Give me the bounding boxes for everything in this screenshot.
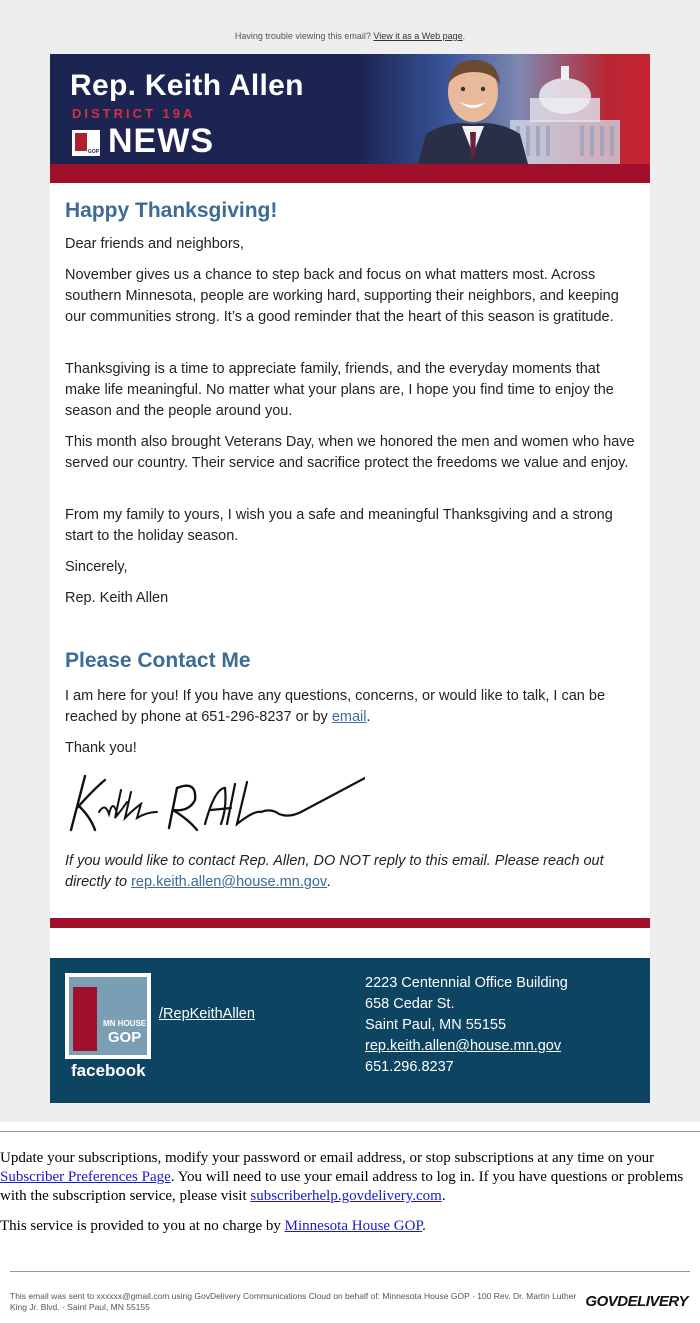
- address-line-1: 2223 Centennial Office Building: [365, 975, 568, 991]
- banner-title: Rep. Keith Allen: [70, 69, 304, 102]
- office-address: [365, 973, 568, 1078]
- email-body: [50, 183, 650, 918]
- facebook-handle-link[interactable]: /RepKeithAllen: [159, 1006, 255, 1022]
- address-line-2: 658 Cedar St.: [365, 996, 455, 1012]
- footer-email-link[interactable]: rep.keith.allen@house.mn.gov: [365, 1038, 562, 1054]
- mn-house-gop-logo: MN HOUSE GOP: [103, 1019, 147, 1046]
- service-notice: This service is provided to you at no charge by Minnesota House GOP.: [0, 1218, 426, 1234]
- address-line-3: Saint Paul, MN 55155: [365, 1017, 507, 1033]
- mn-house-gop-link[interactable]: Minnesota House GOP: [284, 1218, 423, 1234]
- footer-phone: 651.296.8237: [365, 1059, 454, 1075]
- facebook-logo-link[interactable]: [65, 973, 151, 1059]
- representative-photo: [418, 54, 528, 164]
- handwritten-signature: [65, 768, 365, 838]
- subscriber-help-link[interactable]: subscriberhelp.govdelivery.com: [250, 1188, 442, 1204]
- content-divider: [50, 918, 650, 928]
- paragraph-family: From my family to yours, I wish you a safe and meaningful Thanksgiving and a strong start to the holiday season.: [65, 507, 613, 544]
- view-web-page-link[interactable]: View it as a Web page: [373, 31, 463, 41]
- mn-house-gop-logo: GOP: [72, 130, 100, 156]
- divider: [0, 1131, 700, 1132]
- preheader: Having trouble viewing this email? View it as a Web page.: [234, 31, 466, 41]
- preheader-text: Having trouble viewing this email?: [234, 31, 371, 41]
- spacer: [50, 928, 650, 958]
- subscriber-preferences-link[interactable]: Subscriber Preferences Page: [0, 1169, 171, 1185]
- paragraph-veterans: This month also brought Veterans Day, when we honored the men and women who have served our country. Their service and sacrifice protect the freedoms we value and enjoy.: [65, 434, 635, 471]
- district-label: DISTRICT 19A: [72, 106, 196, 121]
- greeting: Dear friends and neighbors,: [65, 236, 244, 252]
- news-label: NEWS: [108, 122, 214, 160]
- govdelivery-logo: GOVDELIVERY: [585, 1293, 688, 1310]
- do-not-reply-notice: If you would like to contact Rep. Allen, DO NOT reply to this email. Please reach out directly to rep.keith.allen@house.mn.gov.: [65, 853, 604, 890]
- email-link[interactable]: email: [331, 709, 367, 725]
- contact-heading: Please Contact Me: [65, 649, 251, 672]
- minnesota-shape-icon: [75, 133, 87, 151]
- divider: [10, 1271, 690, 1272]
- facebook-icon[interactable]: facebook: [71, 1061, 146, 1080]
- thank-you: Thank you!: [65, 740, 137, 756]
- header-banner: [50, 54, 650, 164]
- thanksgiving-heading: Happy Thanksgiving!: [65, 199, 278, 222]
- sign-off: Sincerely,: [65, 559, 128, 575]
- paragraph-thanksgiving: Thanksgiving is a time to appreciate family, friends, and the everyday moments that make life meaningful. No matter what your plans are, I hope you find time to enjoy the season and the people around you.: [65, 361, 614, 419]
- header-divider: [50, 164, 650, 183]
- representative-email-link[interactable]: rep.keith.allen@house.mn.gov: [131, 874, 328, 890]
- subscription-notice: Update your subscriptions, modify your password or email address, or stop subscriptions at any time on your Subscriber Preferences Page. You will need to use your email address to log in. If you have questions or problems with the subscription service, please visit subscriberhelp.govdelivery.com.: [0, 1150, 684, 1204]
- minnesota-shape-icon: [73, 987, 97, 1051]
- paragraph-november: November gives us a chance to step back and focus on what matters most. Across southern Minnesota, people are working hard, supporting their neighbors, and keeping our communities strong. It’s a good reminder that the heart of this season is gratitude.: [65, 267, 619, 325]
- contact-paragraph: I am here for you! If you have any questions, concerns, or would like to talk, I can be reached by phone at 651-296-8237 or by email.: [65, 688, 606, 725]
- sender-name: Rep. Keith Allen: [65, 590, 169, 606]
- legal-footer: This email was sent to xxxxxx@gmail.com using GovDelivery Communications Cloud on behalf of: Minnesota House GOP · 100 Rev. Dr. Martin Luther King Jr. Blvd. · Saint Paul, MN 55155: [10, 1291, 577, 1312]
- contact-footer: [50, 958, 650, 1103]
